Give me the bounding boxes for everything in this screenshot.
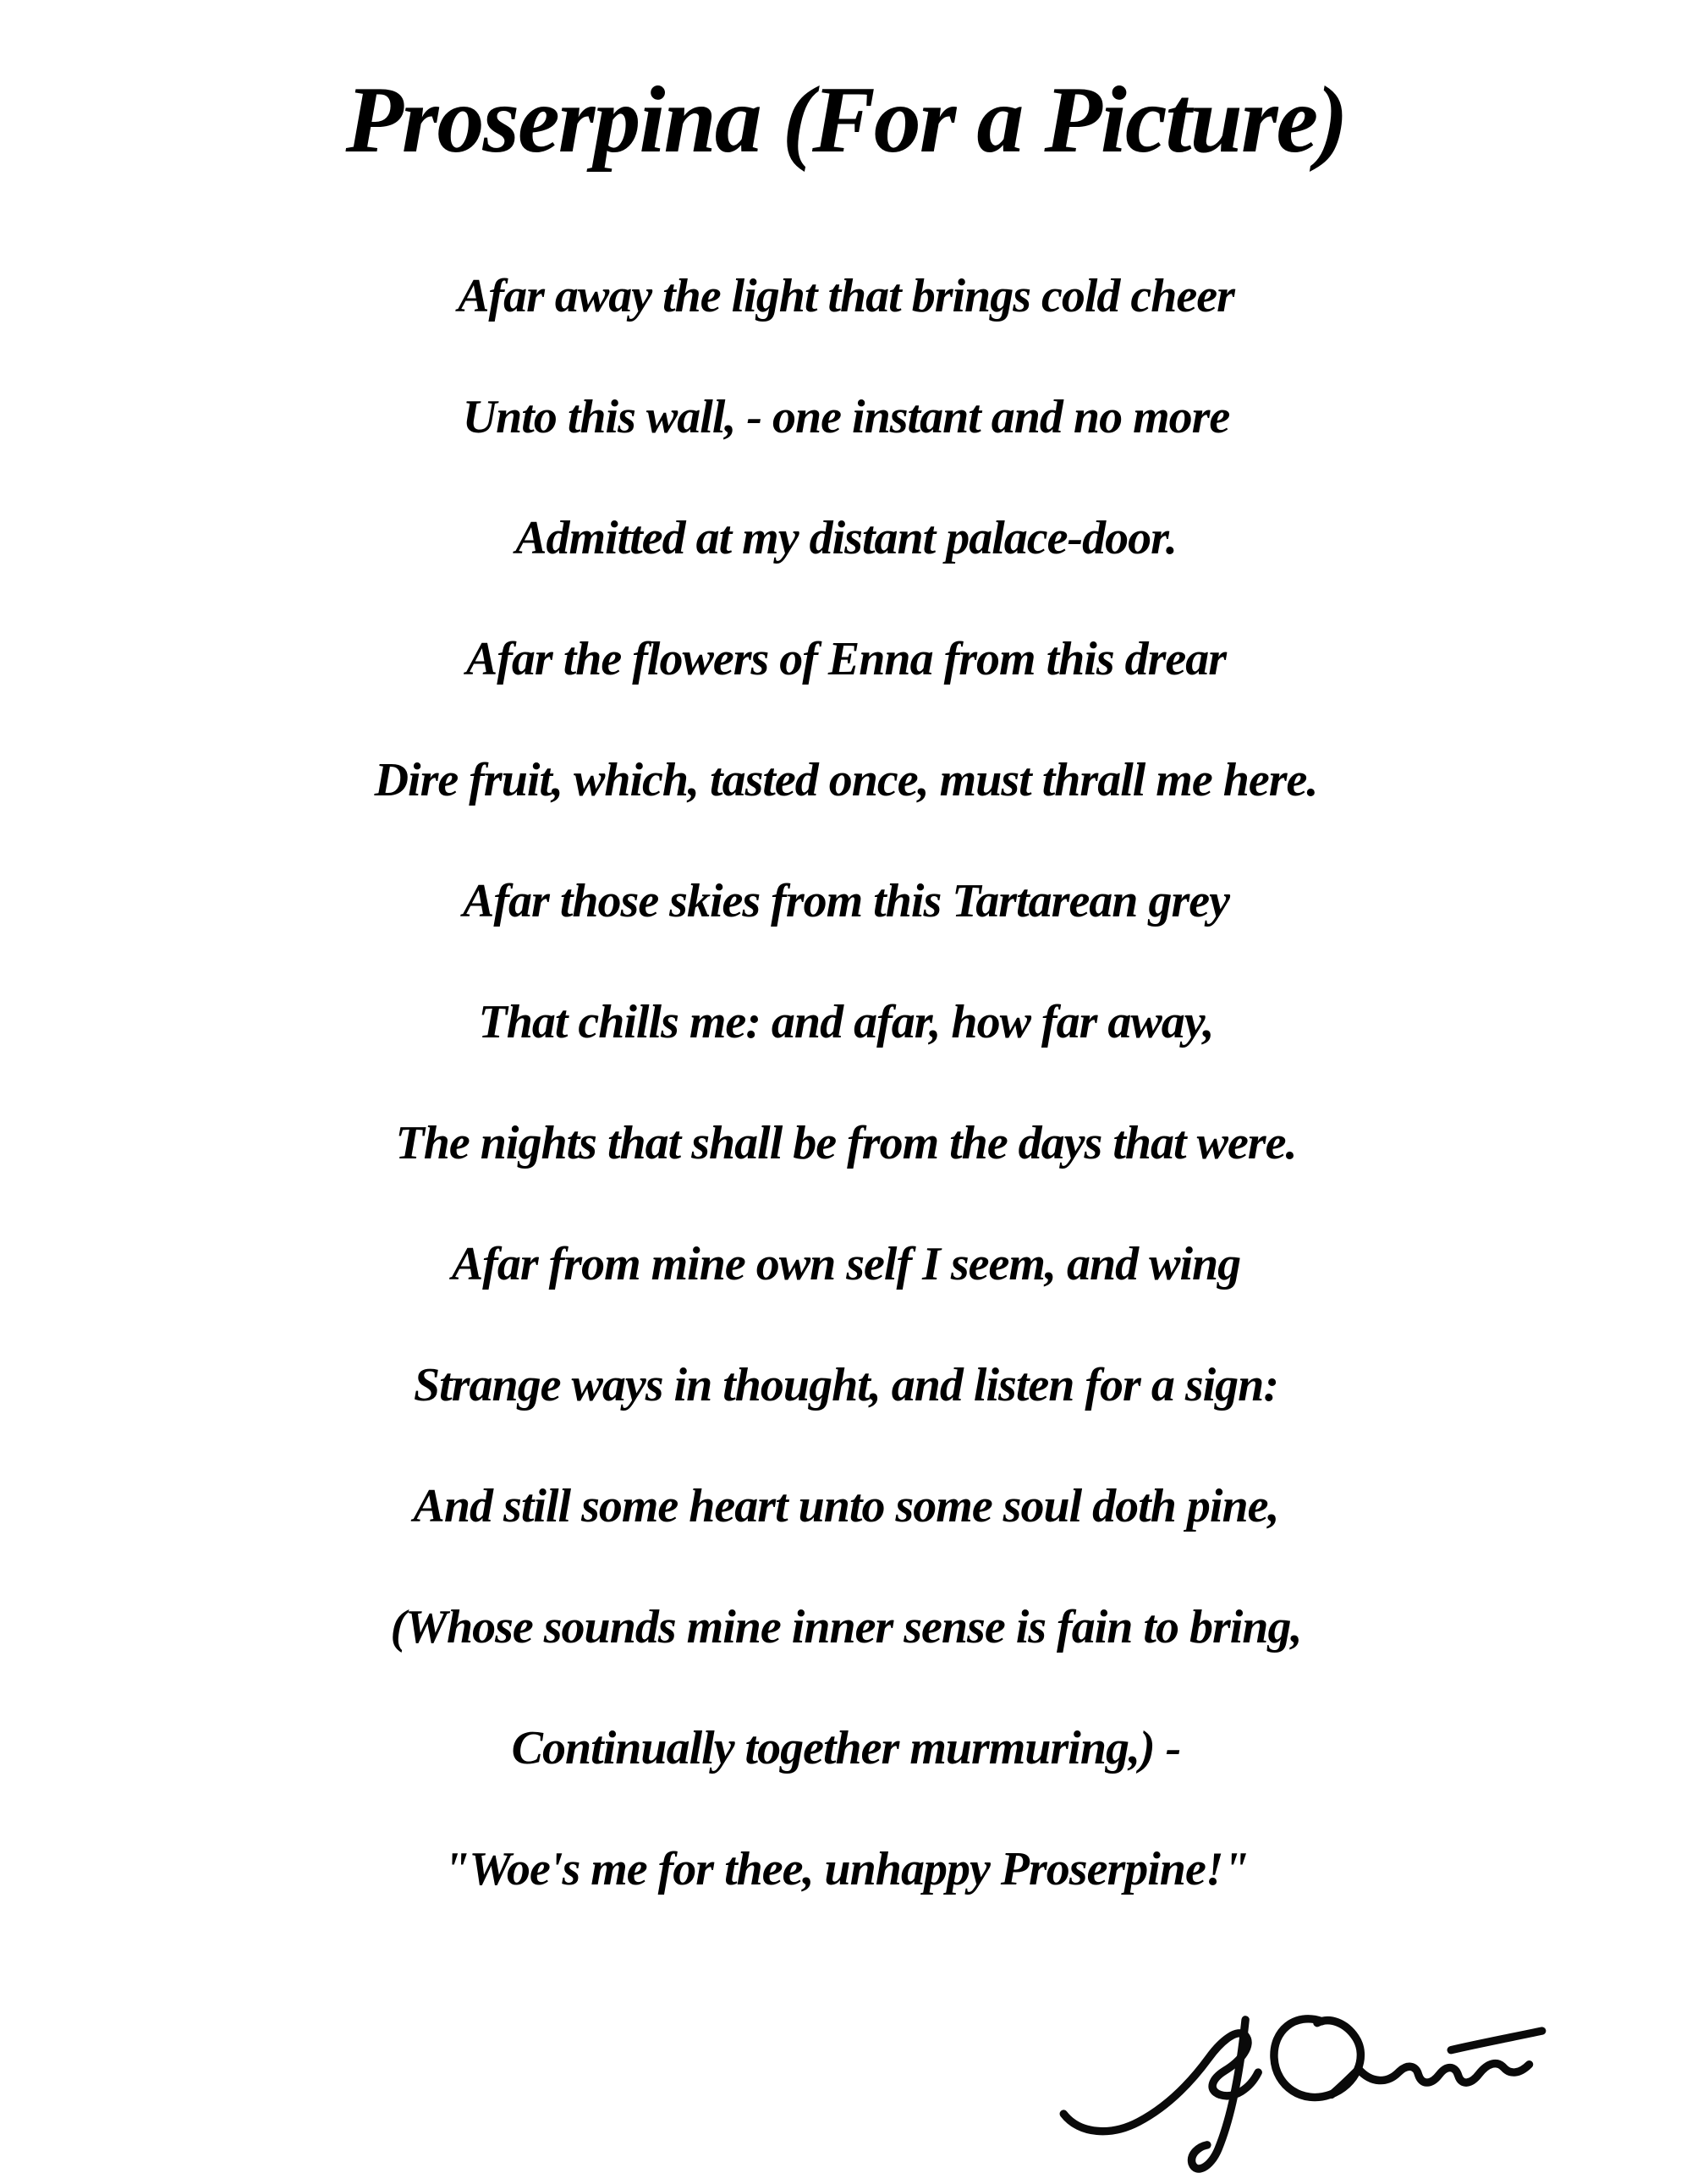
poem-line: Afar the flowers of Enna from this drear [465,632,1227,685]
poem-line: That chills me: and afar, how far away, [478,995,1214,1048]
poem-line: And still some heart unto some soul doth pine, [413,1479,1279,1532]
page-title: Proserpina (For a Picture) [345,68,1347,173]
poem-line: Dire fruit, which, tasted once, must thrall me here. [374,753,1318,806]
poem-page [0,66,1692,2181]
poem-line: Admitted at my distant palace-door. [515,511,1177,564]
poem-line: (Whose sounds mine inner sense is fain to bring, [390,1600,1302,1653]
signature-icon [1045,1977,1574,2184]
poem-body [0,236,1692,1930]
poem-line: Strange ways in thought, and listen for a sign: [414,1358,1278,1411]
poem-line: Afar from mine own self I seem, and wing [451,1237,1241,1290]
signature [1045,1977,1574,2184]
poem-line: Unto this wall, - one instant and no more [462,390,1230,443]
poem-line: Afar away the light that brings cold cheer [458,269,1234,322]
poem-line: Afar those skies from this Tartarean grey [463,874,1229,927]
poem-line: Continually together murmuring,) - [511,1721,1181,1774]
poem-line: "Woe's me for thee, unhappy Proserpine!" [443,1842,1249,1895]
poem-line: The nights that shall be from the days that were. [395,1116,1297,1169]
